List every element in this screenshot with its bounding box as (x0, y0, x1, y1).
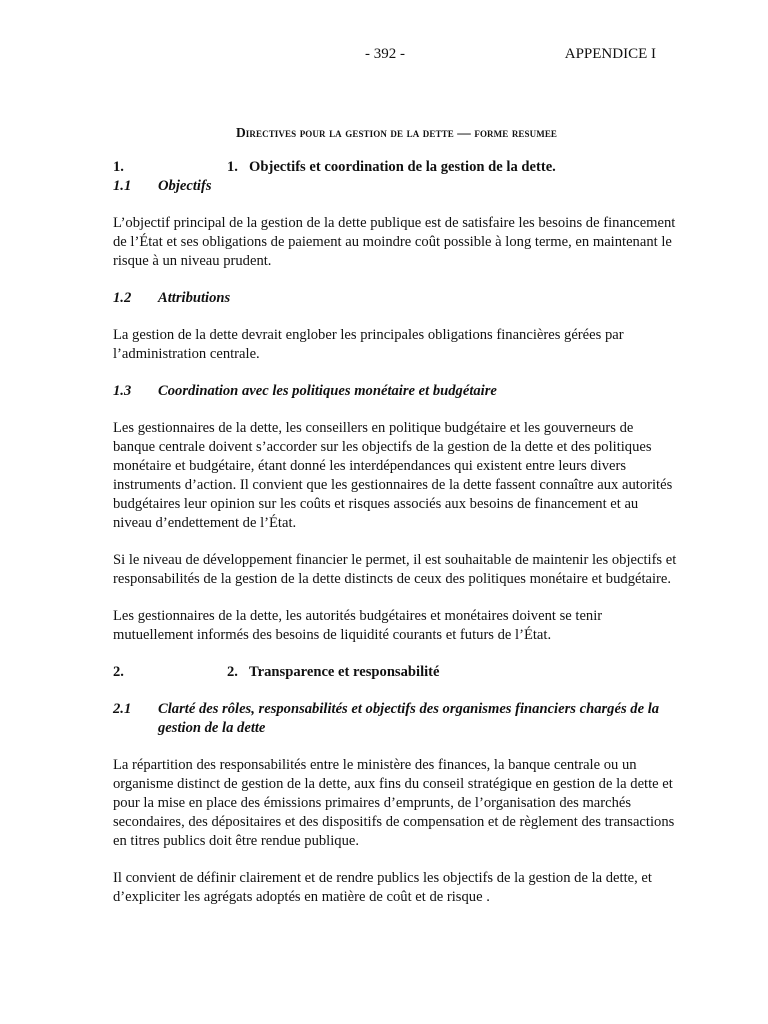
document-title: Directives pour la gestion de la dette — forme resumee (235, 125, 558, 140)
subsection-1-1-heading (113, 177, 680, 196)
paragraph-1-3-a: Les gestionnaires de la dette, les conseillers en politique budgétaire et les gouverneurs de banque centrale doivent s’accorder sur les objectifs de la gestion de la dette et des politiques monétaire et budgétaire, étant donné les interdépendances qui existent entre leurs divers instruments d’action. Il convient que les gestionnaires de la dette fassent connaître aux autorités budgétaires leur opinion sur les coûts et risques associés aux besoins de financement et au niveau d’endettement de l’État. (113, 420, 673, 531)
subsection-1-3-number: 1.3 (113, 383, 132, 399)
appendix-label: APPENDICE I (564, 46, 656, 62)
section-1-heading (113, 158, 680, 177)
paragraph-1-3-c: Les gestionnaires de la dette, les autorités budgétaires et monétaires doivent se tenir mutuellement informés des besoins de liquidité courants et futurs de l’État. (113, 608, 603, 643)
paragraph-1-3-b: Si le niveau de développement financier le permet, il est souhaitable de maintenir les objectifs et responsabilités de la gestion de la dette distincts de ceux des politiques monétaire et budgétaire. (113, 552, 677, 587)
paragraph-1-2-a: La gestion de la dette devrait englober les principales obligations financières gérées par l’administration centrale. (113, 327, 624, 362)
page-header (0, 46, 768, 66)
section-2-number: 2. (113, 664, 124, 680)
section-1-number: 1. (113, 159, 124, 175)
document-body (113, 125, 680, 907)
section-2-inline-number: 2. (227, 664, 238, 680)
page-number: - 392 - (365, 46, 405, 62)
paragraph-2-1-a: La répartition des responsabilités entre le ministère des finances, la banque centrale ou un organisme distinct de gestion de la dette, aux fins du conseil stratégique en gestion de la dette et pour la mise en place des émissions primaires d’emprunts, de l’organisation des marchés secondaires, des dépositaires et des dispositifs de compensation et de règlement des transactions en titres publics doit être rendue publique. (113, 757, 675, 849)
section-1-title: Objectifs et coordination de la gestion de la dette. (249, 159, 556, 175)
subsection-1-1-title: Objectifs (158, 178, 212, 194)
section-2-heading (113, 663, 680, 682)
section-1-inline-number: 1. (227, 159, 238, 175)
subsection-1-2-heading (113, 289, 680, 308)
subsection-1-1-number: 1.1 (113, 178, 132, 194)
subsection-1-2-number: 1.2 (113, 290, 132, 306)
section-2-title: Transparence et responsabilité (249, 664, 440, 680)
subsection-1-2-title: Attributions (158, 290, 231, 306)
subsection-2-1-number: 2.1 (113, 701, 132, 717)
subsection-1-3-heading (113, 382, 680, 401)
paragraph-2-1-b: Il convient de définir clairement et de rendre publics les objectifs de la gestion de la dette, et d’expliciter les agrégats adoptés en matière de coût et de risque . (113, 870, 652, 905)
paragraph-1-1-a: L’objectif principal de la gestion de la dette publique est de satisfaire les besoins de financement de l’État et ses obligations de paiement au moindre coût possible à long terme, en maintenant le risque à un niveau prudent. (113, 215, 676, 269)
subsection-1-3-title: Coordination avec les politiques monétaire et budgétaire (158, 383, 497, 399)
subsection-2-1-heading (113, 700, 680, 738)
subsection-2-1-title: Clarté des rôles, responsabilités et objectifs des organismes financiers chargés de la gestion de la dette (158, 701, 660, 736)
